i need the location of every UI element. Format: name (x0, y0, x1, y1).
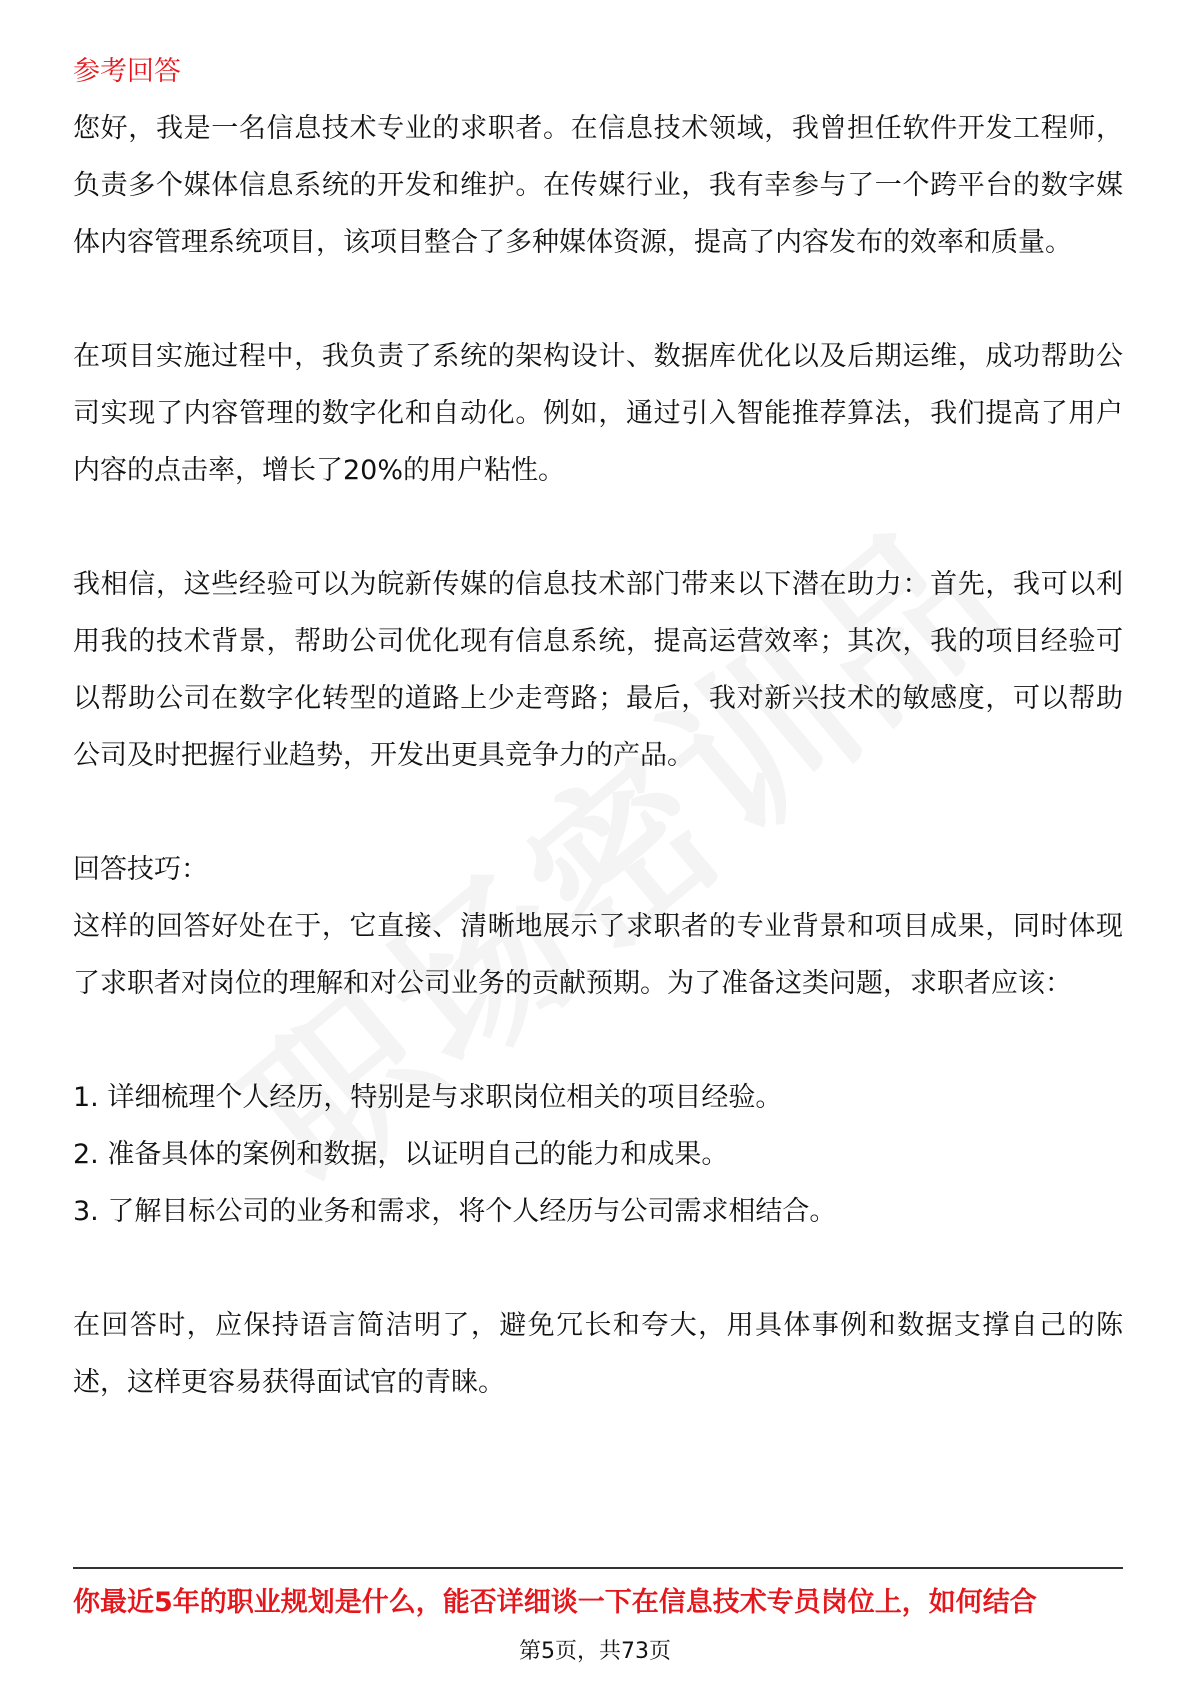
paragraph-gap (73, 1012, 1123, 1069)
closing-paragraph: 在回答时，应保持语言简洁明了，避免冗长和夸大，用具体事例和数据支撑自己的陈述，这样更容易获得面试官的青睐。 (73, 1310, 1123, 1398)
tips-list-item-3: 3. 了解目标公司的业务和需求，将个人经历与公司需求相结合。 (73, 1196, 837, 1227)
tips-title: 回答技巧： (73, 854, 208, 885)
tips-list-item-2: 2. 准备具体的案例和数据，以证明自己的能力和成果。 (73, 1139, 729, 1170)
paragraph-gap (73, 499, 1123, 556)
answer-paragraph-3: 我相信，这些经验可以为皖新传媒的信息技术部门带来以下潜在助力：首先，我可以利用我的技术背景，帮助公司优化现有信息系统，提高运营效率；其次，我的项目经验可以帮助公司在数字化转型的道路上少走弯路；最后，我对新兴技术的敏感度，可以帮助公司及时把握行业趋势，开发出更具竞争力的产品。 (73, 569, 1123, 771)
paragraph-gap (73, 271, 1123, 328)
tips-intro: 这样的回答好处在于，它直接、清晰地展示了求职者的专业背景和项目成果，同时体现了求职者对岗位的理解和对公司业务的贡献预期。为了准备这类问题，求职者应该： (73, 911, 1123, 999)
section-divider (73, 1567, 1123, 1569)
section-title: 参考回答 (73, 56, 181, 87)
page-number: 第5页，共73页 (519, 1639, 671, 1664)
answer-paragraph-1: 您好，我是一名信息技术专业的求职者。在信息技术领域，我曾担任软件开发工程师，负责多个媒体信息系统的开发和维护。在传媒行业，我有幸参与了一个跨平台的数字媒体内容管理系统项目，该项目整合了多种媒体资源，提高了内容发布的效率和质量。 (73, 113, 1123, 258)
content-area (73, 44, 1123, 1411)
next-question-heading: 你最近5年的职业规划是什么，能否详细谈一下在信息技术专员岗位上，如何结合 (73, 1587, 1037, 1618)
paragraph-gap (73, 1240, 1123, 1297)
tips-list-item-1: 1. 详细梳理个人经历，特别是与求职岗位相关的项目经验。 (73, 1082, 783, 1113)
answer-paragraph-2: 在项目实施过程中，我负责了系统的架构设计、数据库优化以及后期运维，成功帮助公司实现了内容管理的数字化和自动化。例如，通过引入智能推荐算法，我们提高了用户内容的点击率，增长了20%的用户粘性。 (73, 341, 1123, 486)
paragraph-gap (73, 784, 1123, 841)
